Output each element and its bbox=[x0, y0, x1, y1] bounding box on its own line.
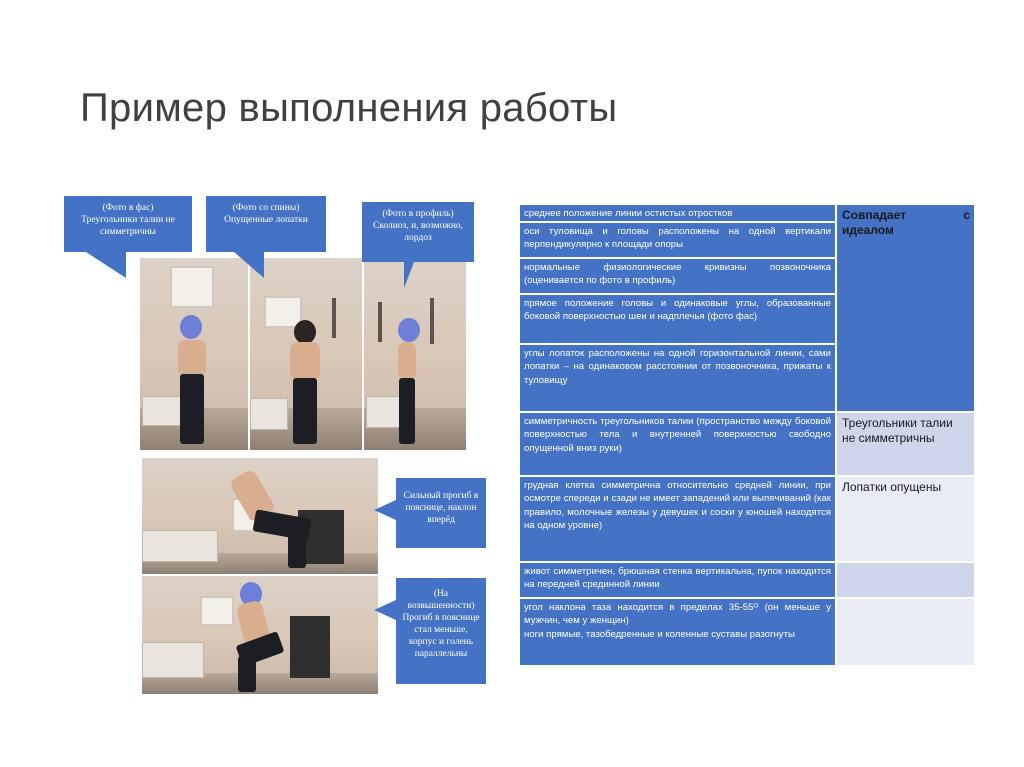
bubble-back: (Фото со спины) Опущенные лопатки bbox=[206, 196, 326, 252]
result-cell-matches-ideal: Совпадает с идеалом bbox=[836, 204, 975, 412]
criterion-cell: оси туловища и головы расположены на одной вертикали перпендикулярно к площади опоры bbox=[519, 222, 836, 258]
slide-title: Пример выполнения работы bbox=[80, 86, 618, 130]
photo-front bbox=[140, 258, 248, 450]
criterion-cell: симметричность треугольников талии (пространство между боковой поверхностью тела и внутренней поверхностью свободно опущенной вниз руки) bbox=[519, 412, 836, 476]
criterion-cell: живот симметричен, брюшная стенка вертикальна, пупок находится на передней срединной линии bbox=[519, 562, 836, 598]
criterion-cell: углы лопаток расположены на одной горизонтальной линии, сами лопатки – на одинаковом расстоянии от позвоночника, прижаты к туловищу bbox=[519, 344, 836, 412]
result-cell-empty bbox=[836, 598, 975, 666]
criterion-cell: угол наклона таза находится в пределах 35-55ᴼ (он меньше у мужчин, чем у женщин) ноги прямые, тазобедренные и коленные суставы разогнуты bbox=[519, 598, 836, 666]
criterion-cell: среднее положение линии остистых отростков bbox=[519, 204, 836, 222]
face-blur bbox=[180, 315, 202, 339]
bubble-squat-elevated: (На возвышенности) Прогиб в пояснице стал меньше, корпус и голень параллельны bbox=[396, 578, 486, 684]
photo-back bbox=[250, 258, 362, 450]
photo-squat-elevated bbox=[142, 576, 378, 694]
photo-collage bbox=[62, 192, 492, 702]
posture-criteria-table bbox=[519, 204, 975, 666]
face-blur bbox=[398, 318, 420, 342]
bubble-front: (Фото в фас) Треугольники талии не симметричны bbox=[64, 196, 192, 252]
criterion-cell: прямое положение головы и одинаковые углы, образованные боковой поверхностью шеи и надплечья (фото фас) bbox=[519, 294, 836, 344]
photo-squat bbox=[142, 458, 378, 574]
criterion-cell: нормальные физиологические кривизны позвоночника (оценивается по фото в профиль) bbox=[519, 258, 836, 294]
result-cell-empty bbox=[836, 562, 975, 598]
result-cell-waist: Треугольники талии не симметричны bbox=[836, 412, 975, 476]
result-cell-shoulder-blades: Лопатки опущены bbox=[836, 476, 975, 562]
bubble-squat: Сильный прогиб в пояснице, наклон вперёд bbox=[396, 478, 486, 548]
photo-profile bbox=[364, 258, 466, 450]
bubble-profile: (Фото в профиль) Сколиоз, и, возможно, лордоз bbox=[362, 202, 474, 262]
criterion-cell: грудная клетка симметрична относительно средней линии, при осмотре спереди и сзади не имеет западений или выпячиваний (как правило, молочные железы у девушек и соски у юношей находятся на одном уровне) bbox=[519, 476, 836, 562]
